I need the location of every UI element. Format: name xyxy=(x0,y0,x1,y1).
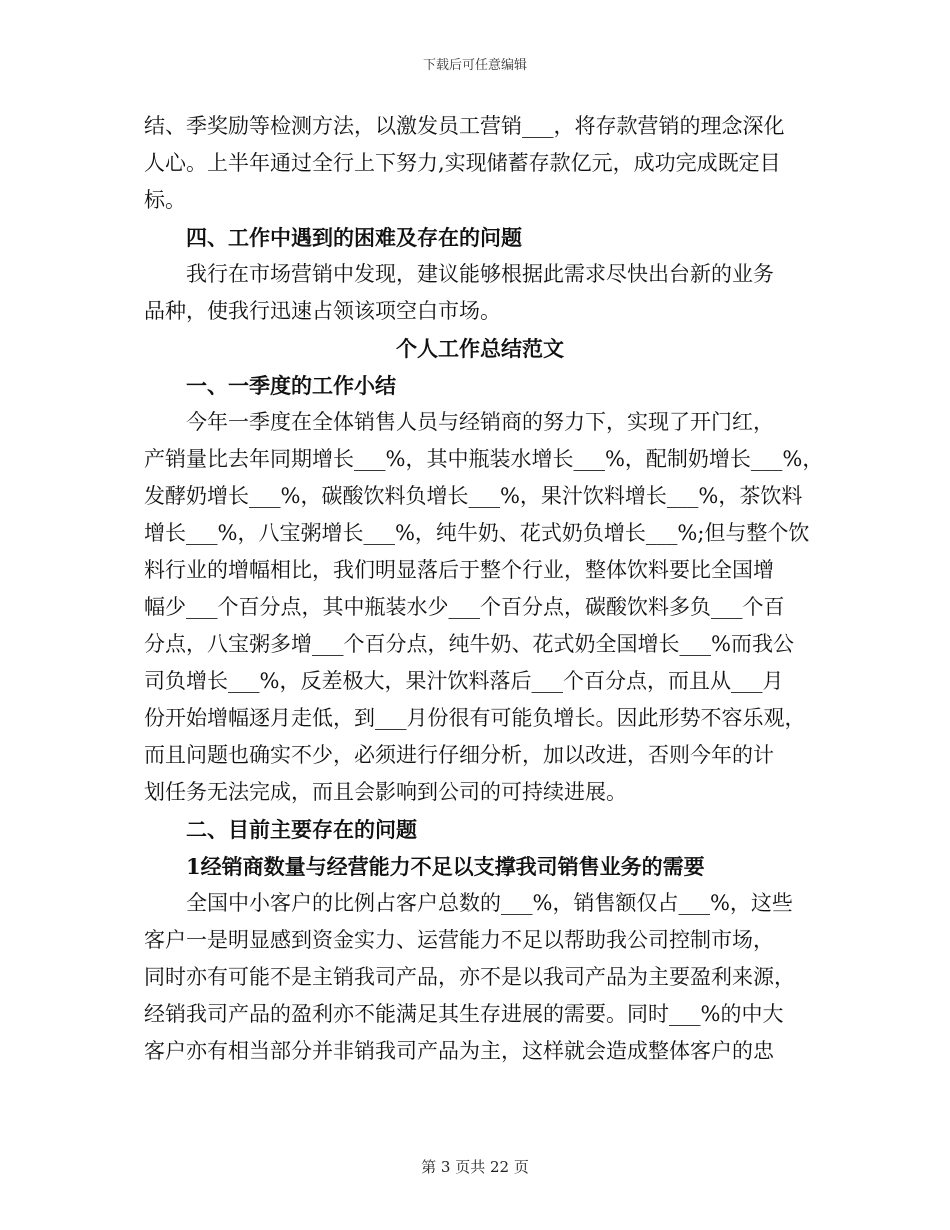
body-line: 经销我司产品的盈利亦不能满足其生存进展的需要。同时___%的中大 xyxy=(144,1002,784,1026)
section-heading-1: 一、一季度的工作小结 xyxy=(186,373,396,398)
section-heading-2: 二、目前主要存在的问题 xyxy=(186,817,417,842)
page-header: 下载后可任意编辑 xyxy=(422,58,527,73)
body-line: 料行业的增幅相比，我们明显落后于整个行业，整体饮料要比全国增 xyxy=(144,558,774,582)
subsection-heading: 1经销商数量与经营能力不足以支撑我司销售业务的需要 xyxy=(186,854,705,879)
document-title: 个人工作总结范文 xyxy=(396,336,564,361)
body-line: 发酵奶增长___%，碳酸饮料负增长___%，果汁饮料增长___%，茶饮料 xyxy=(144,484,803,508)
body-line: 品种，使我行迅速占领该项空白市场。 xyxy=(144,299,501,323)
body-line: 客户亦有相当部分并非销我司产品为主，这样就会造成整体客户的忠 xyxy=(144,1039,774,1063)
body-line: 全国中小客户的比例占客户总数的___%，销售额仅占___%，这些 xyxy=(186,891,793,915)
body-line: 分点，八宝粥多增___个百分点，纯牛奶、花式奶全国增长___%而我公 xyxy=(144,632,794,656)
body-line: 产销量比去年同期增长___%，其中瓶装水增长___%，配制奶增长___%， xyxy=(144,447,824,471)
body-line: 而且问题也确实不少，必须进行仔细分析，加以改进，否则今年的计 xyxy=(144,743,774,767)
body-line: 今年一季度在全体销售人员与经销商的努力下，实现了开门红， xyxy=(186,410,774,434)
body-line: 司负增长___%，反差极大，果汁饮料落后___个百分点，而且从___月 xyxy=(144,669,784,693)
body-line: 幅少___个百分点，其中瓶装水少___个百分点，碳酸饮料多负___个百 xyxy=(144,595,785,619)
body-line: 结、季奖励等检测方法，以激发员工营销___，将存款营销的理念深化 xyxy=(144,114,785,138)
page-number-footer: 第 3 页共 22 页 xyxy=(421,1158,529,1176)
body-line: 划任务无法完成，而且会影响到公司的可持续进展。 xyxy=(144,780,627,804)
body-line: 人心。上半年通过全行上下努力,实现储蓄存款亿元，成功完成既定目 xyxy=(144,151,781,175)
body-line: 客户一是明显感到资金实力、运营能力不足以帮助我公司控制市场， xyxy=(144,928,774,952)
document-body xyxy=(144,108,824,1070)
body-line: 同时亦有可能不是主销我司产品，亦不是以我司产品为主要盈利来源， xyxy=(144,965,795,989)
body-line: 增长___%，八宝粥增长___%，纯牛奶、花式奶负增长___%;但与整个饮 xyxy=(144,521,810,545)
body-line: 我行在市场营销中发现，建议能够根据此需求尽快出台新的业务 xyxy=(186,262,774,286)
body-line: 份开始增幅逐月走低，到___月份很有可能负增长。因此形势不容乐观， xyxy=(144,706,806,730)
section-heading-4: 四、工作中遇到的困难及存在的问题 xyxy=(186,225,522,250)
body-line: 标。 xyxy=(144,188,186,212)
